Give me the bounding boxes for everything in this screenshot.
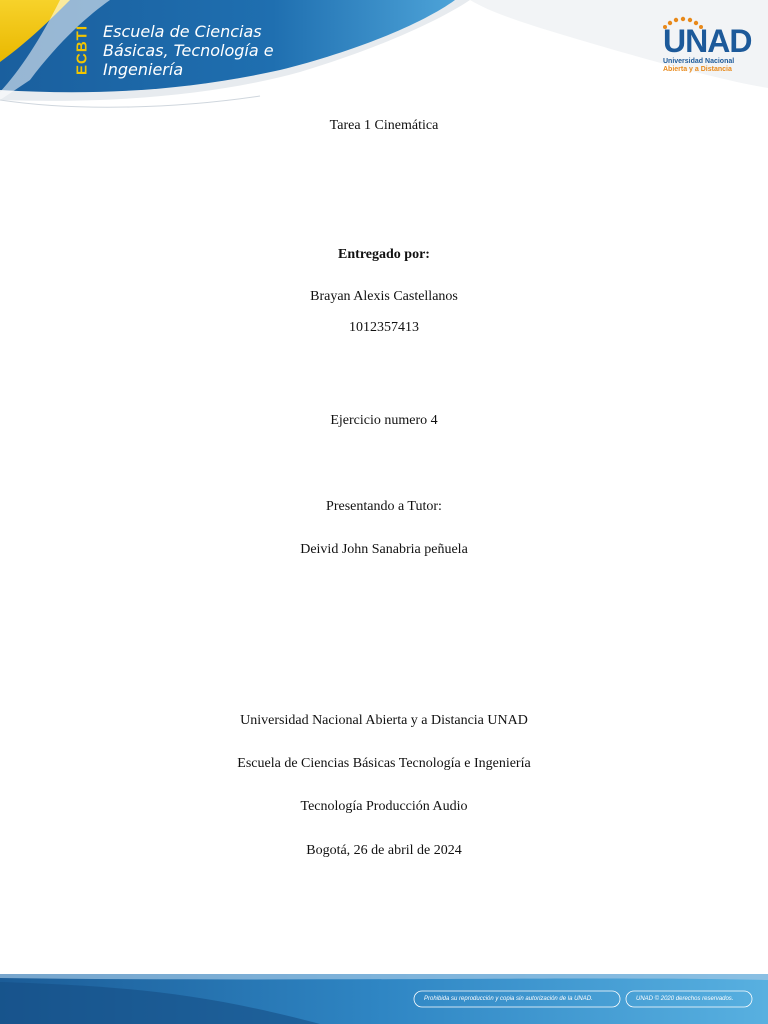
school-name-line: Escuela de Ciencias	[103, 22, 262, 41]
document-title: Tarea 1 Cinemática	[329, 118, 439, 133]
copy-notice: Prohibida su reproducción y copia sin autorización de la UNAD.	[424, 996, 593, 1002]
unad-logo-subtitle	[663, 58, 758, 74]
school-name-line: Básicas, Tecnología e	[103, 41, 274, 60]
school-name-banner	[103, 22, 293, 79]
exercise-number: Ejercicio numero 4	[330, 413, 438, 428]
unad-subtitle-line: Abierta y a Distancia	[663, 66, 732, 73]
rights-notice: UNAD © 2020 derechos reservados.	[636, 996, 734, 1002]
university-name: Universidad Nacional Abierta y a Distancia UNAD	[240, 713, 528, 728]
student-id: 1012357413	[349, 320, 419, 335]
place-date: Bogotá, 26 de abril de 2024	[306, 843, 462, 858]
unad-subtitle-line: Universidad Nacional	[663, 58, 735, 65]
presented-to-label: Presentando a Tutor:	[326, 499, 442, 514]
tutor-name: Deivid John Sanabria peñuela	[300, 542, 468, 557]
school-name: Escuela de Ciencias Básicas Tecnología e Ingeniería	[237, 756, 531, 771]
school-name-line: Ingeniería	[103, 60, 184, 79]
program-name: Tecnología Producción Audio	[300, 799, 468, 814]
ecbti-label: ECBTI	[73, 25, 91, 75]
delivered-by-label: Entregado por:	[338, 247, 430, 262]
student-name: Brayan Alexis Castellanos	[310, 289, 458, 304]
unad-logo-word: UNAD	[663, 23, 752, 59]
